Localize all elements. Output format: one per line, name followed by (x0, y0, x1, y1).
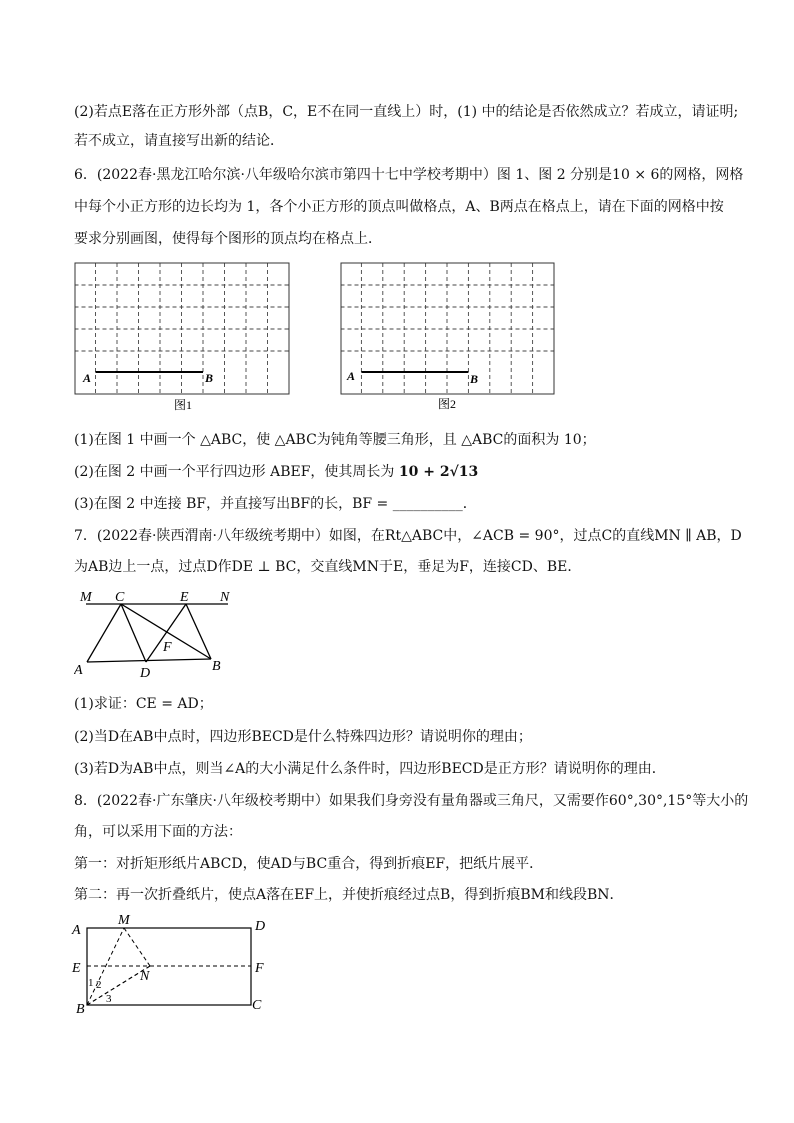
label-a: A (72, 923, 81, 938)
q8-stem-line2: 角，可以采用下面的方法： (74, 824, 242, 840)
q6-part2-expr: 10 + 2√13 (398, 464, 479, 480)
grid-figure-1 (74, 262, 294, 412)
q8-step1: 第一：对折矩形纸片ABCD，使AD与BC重合，得到折痕EF，把纸片展平． (74, 856, 544, 872)
answer-blank[interactable]: __________． (392, 496, 477, 512)
label-n: N (220, 590, 230, 605)
label-a: A (347, 369, 356, 383)
label-n: N (140, 969, 150, 984)
q7-part3: (3)若D为AB中点，则当∠A的大小满足什么条件时，四边形BECD是正方形？请说明你的理由． (74, 761, 666, 777)
q6-part1: (1)在图 1 中画一个 △ABC，使 △ABC为钝角等腰三角形，且 △ABC的面积为 10； (74, 432, 596, 448)
q6-stem-line2: 中每个小正方形的边长均为 1，各个小正方形的顶点叫做格点，A、B两点在格点上，请在下面的网格中按 (74, 199, 724, 215)
q6-part2 (74, 463, 478, 481)
label-m: M (80, 590, 92, 605)
q6-part3 (74, 495, 477, 513)
label-a: A (74, 663, 83, 678)
label-b: B (76, 1002, 85, 1017)
figure-caption: 图1 (174, 398, 193, 412)
q8-stem-line1: 8．(2022春·广东肇庆·八年级校考期中）如果我们身旁没有量角器或三角尺，又需要作60°,30°,15°等大小的 (74, 793, 749, 809)
label-a: A (83, 371, 92, 385)
q7-part1: (1)求证：CE = AD； (74, 696, 213, 712)
label-f: F (255, 961, 264, 976)
grid-figure-2 (340, 262, 560, 412)
label-c: C (252, 998, 262, 1013)
label-d: D (140, 666, 151, 680)
q6-part3-prefix: (3)在图 2 中连接 BF，并直接写出BF的长，BF = (74, 496, 389, 512)
label-d: D (255, 919, 266, 934)
q7-part2: (2)当D在AB中点时，四边形BECD是什么特殊四边形？请说明你的理由； (74, 729, 532, 745)
angle-2: 2 (96, 979, 102, 991)
q6-part2-prefix: (2)在图 2 中画一个平行四边形 ABEF，使其周长为 (74, 464, 395, 480)
label-e: E (180, 590, 189, 605)
label-m: M (118, 913, 130, 928)
q8-figure (70, 910, 270, 1020)
label-e: E (72, 961, 81, 976)
q5-part2-line1: (2)若点E落在正方形外部（点B，C，E不在同一直线上）时，(1) 中的结论是否依然成立？若成立，请证明; (74, 104, 739, 120)
label-b: B (212, 659, 221, 674)
label-f: F (163, 640, 172, 655)
q7-stem-line1: 7．(2022春·陕西渭南·八年级统考期中）如图，在Rt△ABC中，∠ACB = 90°，过点C的直线MN ∥ AB，D (74, 528, 742, 544)
angle-3: 3 (106, 993, 112, 1005)
label-c: C (115, 590, 125, 605)
q5-part2-line2: 若不成立，请直接写出新的结论． (74, 133, 284, 149)
label-b: B (205, 371, 214, 385)
q6-stem-line3: 要求分别画图，使得每个图形的顶点均在格点上． (74, 231, 382, 247)
q8-step2: 第二：再一次折叠纸片，使点A落在EF上，并使折痕经过点B，得到折痕BM和线段BN． (74, 887, 624, 903)
figure-caption: 图2 (438, 397, 457, 411)
q7-stem-line2: 为AB边上一点，过点D作DE ⊥ BC，交直线MN于E，垂足为F，连接CD、BE． (74, 559, 582, 575)
angle-1: 1 (88, 977, 94, 989)
q7-figure (74, 588, 244, 680)
label-b: B (470, 372, 479, 386)
q6-stem-line1: 6．(2022春·黑龙江哈尔滨·八年级哈尔滨市第四十七中学校考期中）图 1、图 2 分别是10 × 6的网格，网格 (74, 167, 744, 183)
